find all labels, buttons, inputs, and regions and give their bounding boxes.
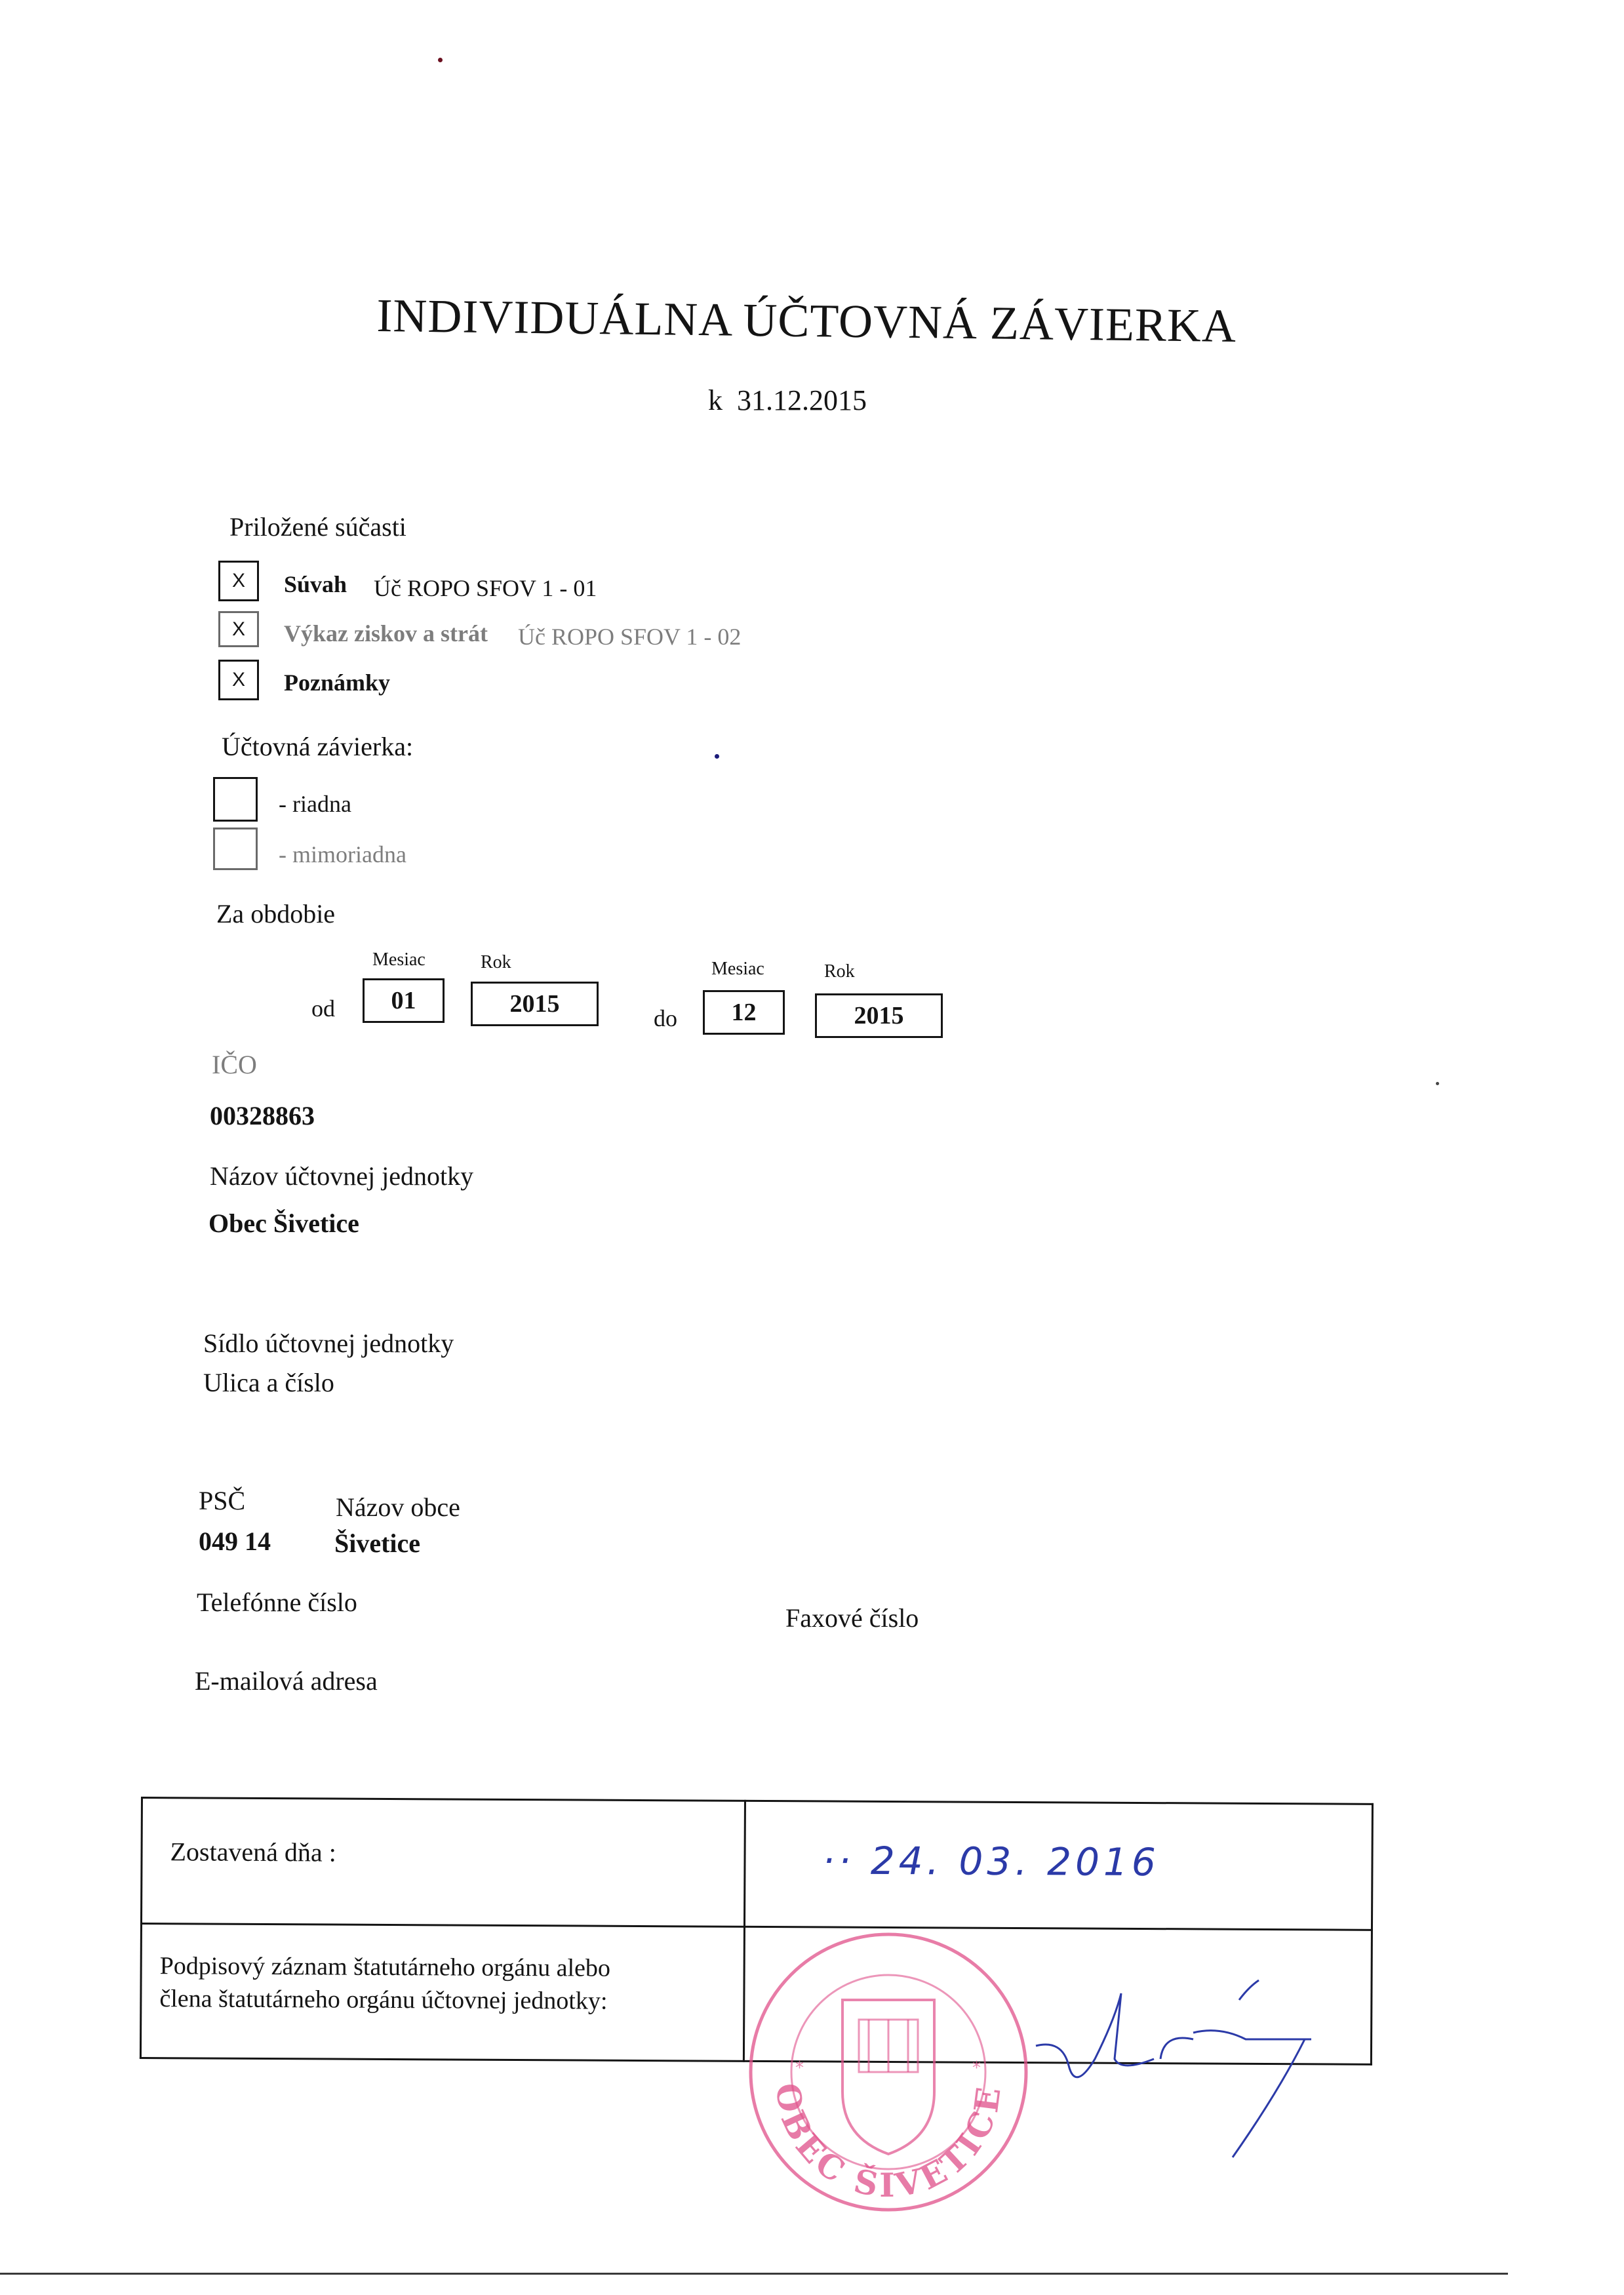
official-stamp <box>738 1921 1039 2223</box>
document-title: INDIVIDUÁLNA ÚČTOVNÁ ZÁVIERKA <box>376 289 1237 353</box>
from-year-label: Rok <box>481 952 511 972</box>
closure-checkbox-mimoriadna[interactable] <box>213 828 258 870</box>
signature-label-line2: člena štatutárneho orgánu účtovnej jednotky: <box>159 1985 608 2015</box>
to-month-field[interactable]: 12 <box>703 990 785 1035</box>
closure-label-riadna: - riadna <box>279 791 351 817</box>
closure-label-mimoriadna: - mimoriadna <box>279 841 406 868</box>
from-month-label: Mesiac <box>372 949 426 970</box>
compiled-date-lead: ·· <box>822 1838 855 1883</box>
compiled-date-value: 24. 03. 2016 <box>870 1838 1160 1885</box>
to-year-label: Rok <box>824 961 855 982</box>
svg-text:*: * <box>972 2058 981 2078</box>
compiled-date <box>822 1838 1160 1885</box>
street-label: Ulica a číslo <box>203 1368 334 1397</box>
city-label: Názov obce <box>336 1492 460 1522</box>
scan-speck <box>715 754 719 759</box>
period-to-label: do <box>654 1005 677 1031</box>
from-year-field[interactable]: 2015 <box>471 982 599 1026</box>
entity-name-value: Obec Šivetice <box>208 1208 359 1238</box>
entity-name-label: Názov účtovnej jednotky <box>210 1161 474 1191</box>
city-value: Šivetice <box>334 1528 421 1558</box>
handwritten-signature <box>1023 1961 1351 2170</box>
component-name-vykaz: Výkaz ziskov a strát <box>284 620 488 647</box>
as-of-prefix: k <box>708 384 723 416</box>
period-from-label: od <box>311 995 335 1022</box>
component-name-poznamky: Poznámky <box>284 669 390 696</box>
email-label: E-mailová adresa <box>195 1666 378 1696</box>
scan-speck <box>438 58 443 62</box>
components-heading: Priložené súčasti <box>229 512 406 542</box>
from-month-field[interactable]: 01 <box>363 978 445 1023</box>
component-checkbox-vykaz[interactable]: X <box>218 611 259 647</box>
svg-text:*: * <box>795 2058 804 2078</box>
to-month-label: Mesiac <box>711 959 764 979</box>
ico-label: IČO <box>212 1050 257 1079</box>
component-code-vykaz: Úč ROPO SFOV 1 - 02 <box>518 624 742 650</box>
phone-label: Telefónne číslo <box>197 1587 357 1617</box>
component-code-suvaha: Úč ROPO SFOV 1 - 01 <box>374 575 597 601</box>
as-of-line <box>708 384 867 417</box>
scan-speck <box>1436 1082 1439 1085</box>
closure-heading: Účtovná závierka: <box>222 732 414 761</box>
fax-label: Faxové číslo <box>785 1603 919 1633</box>
closure-checkbox-riadna[interactable] <box>213 777 258 822</box>
component-name-suvaha: Súvah <box>284 571 347 597</box>
component-checkbox-poznamky[interactable]: X <box>218 660 259 700</box>
signature-label-line1: Podpisový záznam štatutárneho orgánu alebo <box>159 1952 611 1982</box>
psc-label: PSČ <box>199 1486 246 1515</box>
psc-value: 049 14 <box>199 1527 271 1556</box>
ico-value: 00328863 <box>210 1101 315 1130</box>
svg-text:OBEC ŠIVETICE <box>768 2081 1008 2205</box>
period-heading: Za obdobie <box>216 899 336 928</box>
stamp-text: OBEC ŠIVETICE <box>768 2081 1009 2205</box>
as-of-date: 31.12.2015 <box>737 384 867 416</box>
component-checkbox-suvaha[interactable]: X <box>218 561 259 601</box>
scan-edge-line <box>0 2273 1508 2275</box>
compiled-label: Zostavená dňa : <box>170 1837 336 1867</box>
to-year-field[interactable]: 2015 <box>815 993 943 1038</box>
address-heading: Sídlo účtovnej jednotky <box>203 1328 454 1358</box>
